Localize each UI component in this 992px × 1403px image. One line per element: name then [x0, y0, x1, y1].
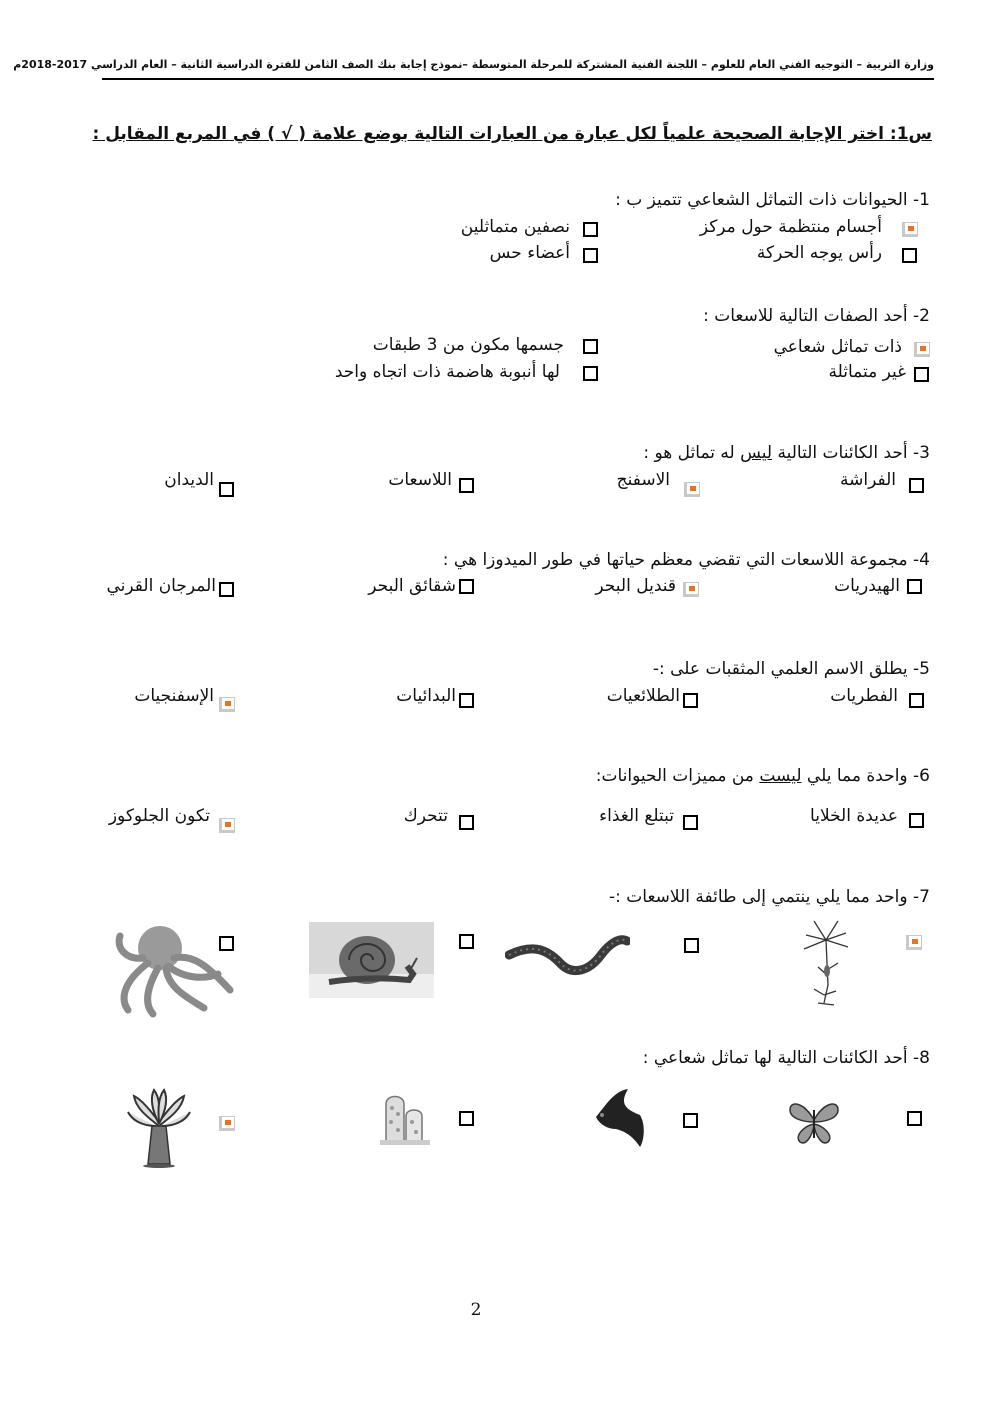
- q3-option-2-label: الاسفنج: [616, 470, 670, 490]
- q5-option-1-checkbox[interactable]: [909, 693, 924, 708]
- q1-option-2-checkbox[interactable]: [583, 222, 598, 237]
- header-divider: [102, 78, 934, 80]
- bird-image: [588, 1085, 650, 1151]
- question-4-text: 4- مجموعة اللاسعات التي تقضي معظم حياتها في طور الميدوزا هي :: [442, 550, 930, 570]
- q4-option-1-checkbox[interactable]: [907, 579, 922, 594]
- q3-option-4-label: الديدان: [164, 470, 214, 490]
- butterfly-image: [786, 1098, 842, 1146]
- q4-option-4-checkbox[interactable]: [219, 582, 234, 597]
- q6-option-2-label: تبتلع الغذاء: [599, 806, 674, 826]
- q5-option-3-label: البدائيات: [396, 686, 456, 706]
- q1-option-1-checkbox[interactable]: [902, 222, 918, 237]
- q7-option-snail-checkbox[interactable]: [459, 934, 474, 949]
- q4-option-1-label: الهيدريات: [834, 576, 900, 596]
- q8-option-sea-anemone-checkbox[interactable]: [219, 1116, 235, 1131]
- q2-option-1-label: ذات تماثل شعاعي: [773, 337, 902, 357]
- q4-option-3-label: شقائق البحر: [368, 576, 456, 596]
- q6-option-4-label: تكون الجلوكوز: [108, 806, 210, 826]
- q1-option-1-label: أجسام منتظمة حول مركز: [699, 217, 882, 237]
- q1-option-4-label: أعضاء حس: [489, 243, 570, 263]
- q6-text-underlined: ليست: [759, 766, 802, 786]
- q3-text-underlined: ليس: [740, 443, 773, 463]
- q8-option-butterfly-checkbox[interactable]: [907, 1111, 922, 1126]
- q6-option-3-label: تتحرك: [403, 806, 448, 826]
- q2-option-2-label: جسمها مكون من 3 طبقات: [372, 335, 564, 355]
- q5-option-2-checkbox[interactable]: [683, 693, 698, 708]
- question-2-text: 2- أحد الصفات التالية للاسعات :: [703, 306, 930, 326]
- q3-option-3-checkbox[interactable]: [459, 478, 474, 493]
- q3-option-1-label: الفراشة: [840, 470, 896, 490]
- q3-option-4-checkbox[interactable]: [219, 482, 234, 497]
- page-header: وزارة التربية – التوجيه الفني العام للعلوم – اللجنة الفنية المشتركة للمرحلة المتوسطة –نموذج إجابة بنك الصف الثامن للفترة الدراسية الثانية – العام الدراسي 2017-2018م: [13, 58, 934, 71]
- q4-option-2-label: قنديل البحر: [595, 576, 676, 596]
- q2-option-4-label: لها أنبوبة هاضمة ذات اتجاه واحد: [334, 362, 560, 382]
- q2-option-4-checkbox[interactable]: [583, 366, 598, 381]
- sponge-image: [376, 1090, 434, 1148]
- q1-option-4-checkbox[interactable]: [583, 248, 598, 263]
- hydra-image: [796, 915, 856, 1010]
- q6-option-2-checkbox[interactable]: [683, 815, 698, 830]
- q3-option-2-checkbox[interactable]: [684, 482, 700, 497]
- question-3-text: [643, 443, 930, 463]
- q1-option-3-label: رأس يوجه الحركة: [756, 243, 882, 263]
- q6-option-4-checkbox[interactable]: [219, 818, 235, 833]
- question-1-text: 1- الحيوانات ذات التماثل الشعاعي تتميز ب :: [615, 190, 930, 210]
- q6-option-1-label: عديدة الخلايا: [810, 806, 898, 826]
- question-8-text: 8- أحد الكائنات التالية لها تماثل شعاعي :: [642, 1048, 930, 1068]
- q8-option-bird-checkbox[interactable]: [683, 1113, 698, 1128]
- page-number: 2: [470, 1300, 482, 1320]
- q6-option-3-checkbox[interactable]: [459, 815, 474, 830]
- sea-anemone-image: [126, 1086, 192, 1168]
- q2-option-3-label: غير متماثلة: [828, 362, 906, 382]
- q8-option-sponge-checkbox[interactable]: [459, 1111, 474, 1126]
- snail-image: [309, 922, 434, 998]
- q5-option-3-checkbox[interactable]: [459, 693, 474, 708]
- q4-option-3-checkbox[interactable]: [459, 579, 474, 594]
- q2-option-1-checkbox[interactable]: [914, 342, 930, 357]
- q2-option-3-checkbox[interactable]: [914, 367, 929, 382]
- q1-option-3-checkbox[interactable]: [902, 248, 917, 263]
- q4-option-4-label: المرجان القرني: [106, 576, 216, 596]
- earthworm-image: [505, 925, 630, 985]
- q3-text-after: له تماثل هو :: [643, 443, 741, 463]
- section-title: س1: اختر الإجابة الصحيحة علمياً لكل عبارة من العبارات التالية بوضع علامة ( √ ) في المربع المقابل :: [92, 124, 932, 144]
- q4-option-2-checkbox[interactable]: [683, 582, 699, 597]
- q3-option-3-label: اللاسعات: [388, 470, 452, 490]
- q3-text-before: 3- أحد الكائنات التالية: [772, 443, 930, 463]
- q5-option-2-label: الطلائعيات: [606, 686, 680, 706]
- octopus-image: [108, 918, 238, 1018]
- q3-option-1-checkbox[interactable]: [909, 478, 924, 493]
- q6-option-1-checkbox[interactable]: [909, 813, 924, 828]
- q6-text-after: من مميزات الحيوانات:: [595, 766, 760, 786]
- question-7-text: 7- واحد مما يلي ينتمي إلى طائفة اللاسعات :-: [609, 887, 930, 907]
- q5-option-1-label: الفطريات: [830, 686, 898, 706]
- question-5-text: 5- يطلق الاسم العلمي المثقبات على :-: [652, 659, 930, 679]
- q2-option-2-checkbox[interactable]: [583, 339, 598, 354]
- question-6-text: [596, 766, 930, 786]
- q7-option-hydra-checkbox[interactable]: [906, 935, 922, 950]
- q1-option-2-label: نصفين متماثلين: [460, 217, 570, 237]
- q5-option-4-checkbox[interactable]: [219, 697, 235, 712]
- q7-option-worm-checkbox[interactable]: [684, 938, 699, 953]
- q5-option-4-label: الإسفنجيات: [134, 686, 214, 706]
- q6-text-before: 6- واحدة مما يلي: [801, 766, 930, 786]
